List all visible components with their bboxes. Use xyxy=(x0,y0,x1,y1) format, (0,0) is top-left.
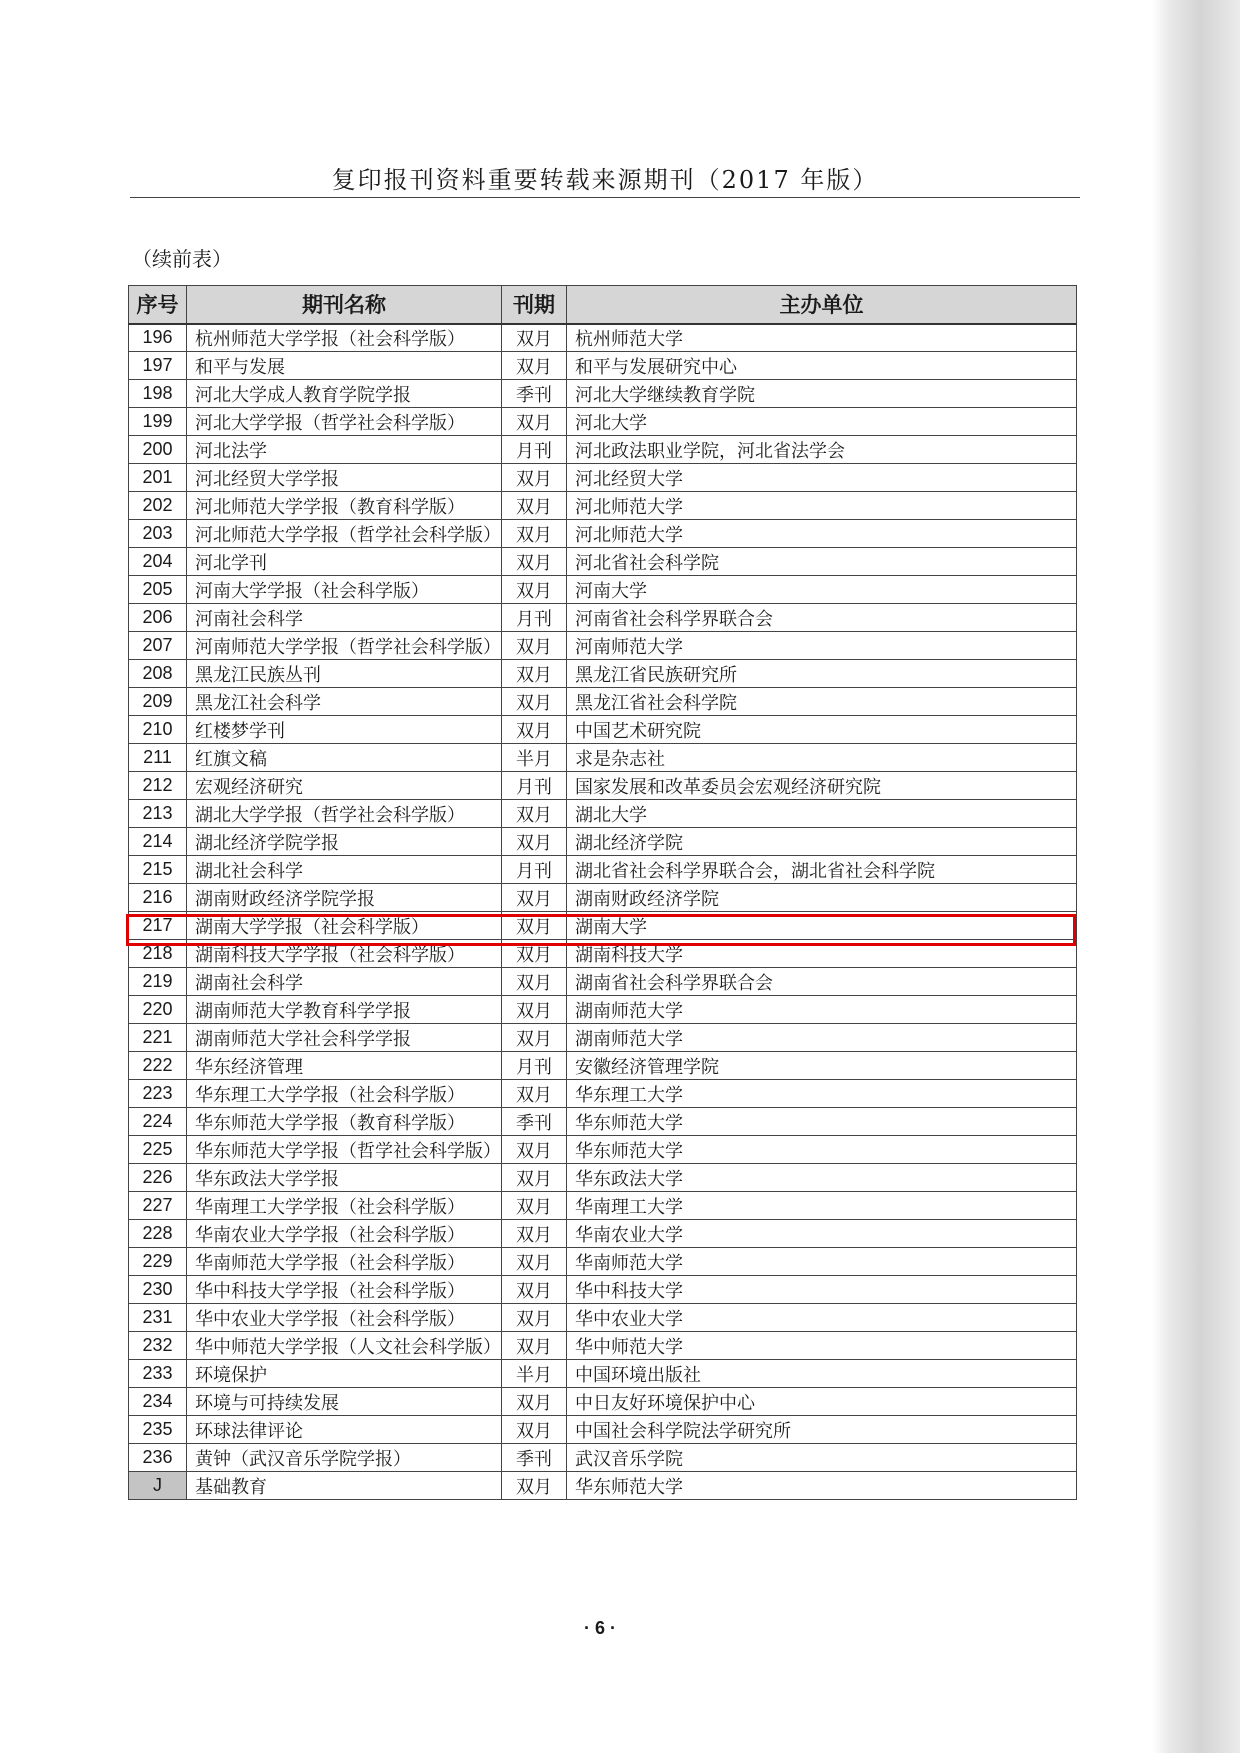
cell-frequency: 双月 xyxy=(502,1416,567,1444)
cell-publisher: 中国环境出版社 xyxy=(567,1360,1077,1388)
cell-publisher: 湖南财政经济学院 xyxy=(567,884,1077,912)
page-number: · 6 · xyxy=(583,1618,616,1638)
table-row xyxy=(129,856,1077,884)
cell-number: 214 xyxy=(129,828,187,856)
cell-frequency: 月刊 xyxy=(502,772,567,800)
cell-publisher: 华中科技大学 xyxy=(567,1276,1077,1304)
cell-number: J xyxy=(129,1472,187,1500)
table-row xyxy=(129,1080,1077,1108)
table-row xyxy=(129,1416,1077,1444)
cell-journal-title: 湖南师范大学教育科学学报 xyxy=(187,996,502,1024)
cell-number: 221 xyxy=(129,1024,187,1052)
cell-journal-title: 湖北大学学报（哲学社会科学版） xyxy=(187,800,502,828)
cell-journal-title: 和平与发展 xyxy=(187,352,502,380)
cell-publisher: 华东政法大学 xyxy=(567,1164,1077,1192)
cell-number: 210 xyxy=(129,716,187,744)
table-row xyxy=(129,1360,1077,1388)
cell-number: 229 xyxy=(129,1248,187,1276)
table-row xyxy=(129,408,1077,436)
table-row xyxy=(129,632,1077,660)
cell-number: 198 xyxy=(129,380,187,408)
page-title: 复印报刊资料重要转载来源期刊（2017 年版） xyxy=(331,166,879,194)
cell-number: 216 xyxy=(129,884,187,912)
cell-journal-title: 环境与可持续发展 xyxy=(187,1388,502,1416)
cell-number: 217 xyxy=(129,912,187,940)
cell-publisher: 湖南省社会科学界联合会 xyxy=(567,968,1077,996)
cell-journal-title: 环境保护 xyxy=(187,1360,502,1388)
table-row xyxy=(129,1388,1077,1416)
cell-frequency: 双月 xyxy=(502,352,567,380)
cell-number: 233 xyxy=(129,1360,187,1388)
cell-journal-title: 红旗文稿 xyxy=(187,744,502,772)
table-row xyxy=(129,1248,1077,1276)
cell-journal-title: 湖南社会科学 xyxy=(187,968,502,996)
cell-frequency: 双月 xyxy=(502,660,567,688)
cell-number: 196 xyxy=(129,324,187,352)
cell-publisher: 华东师范大学 xyxy=(567,1136,1077,1164)
cell-journal-title: 华南师范大学学报（社会科学版） xyxy=(187,1248,502,1276)
cell-number: 207 xyxy=(129,632,187,660)
cell-journal-title: 河北大学学报（哲学社会科学版） xyxy=(187,408,502,436)
cell-journal-title: 河南大学学报（社会科学版） xyxy=(187,576,502,604)
cell-journal-title: 河北学刊 xyxy=(187,548,502,576)
cell-frequency: 月刊 xyxy=(502,604,567,632)
cell-frequency: 半月 xyxy=(502,1360,567,1388)
table-row xyxy=(129,688,1077,716)
table-body xyxy=(129,324,1077,1500)
cell-frequency: 双月 xyxy=(502,1472,567,1500)
cell-journal-title: 湖北社会科学 xyxy=(187,856,502,884)
cell-publisher: 河北省社会科学院 xyxy=(567,548,1077,576)
cell-journal-title: 河北大学成人教育学院学报 xyxy=(187,380,502,408)
cell-frequency: 双月 xyxy=(502,1164,567,1192)
cell-journal-title: 湖南财政经济学院学报 xyxy=(187,884,502,912)
cell-number: 211 xyxy=(129,744,187,772)
cell-publisher: 湖南师范大学 xyxy=(567,996,1077,1024)
table-row xyxy=(129,996,1077,1024)
cell-number: 204 xyxy=(129,548,187,576)
cell-journal-title: 华中农业大学学报（社会科学版） xyxy=(187,1304,502,1332)
table-row xyxy=(129,800,1077,828)
cell-journal-title: 红楼梦学刊 xyxy=(187,716,502,744)
cell-journal-title: 河北法学 xyxy=(187,436,502,464)
cell-publisher: 中日友好环境保护中心 xyxy=(567,1388,1077,1416)
table-row xyxy=(129,772,1077,800)
cell-frequency: 双月 xyxy=(502,716,567,744)
cell-journal-title: 华南农业大学学报（社会科学版） xyxy=(187,1220,502,1248)
cell-publisher: 湖北大学 xyxy=(567,800,1077,828)
cell-frequency: 双月 xyxy=(502,408,567,436)
cell-journal-title: 黑龙江民族丛刊 xyxy=(187,660,502,688)
cell-frequency: 半月 xyxy=(502,744,567,772)
cell-frequency: 双月 xyxy=(502,912,567,940)
column-header-publisher: 主办单位 xyxy=(567,286,1077,324)
cell-number: 223 xyxy=(129,1080,187,1108)
cell-journal-title: 湖南大学学报（社会科学版） xyxy=(187,912,502,940)
cell-frequency: 双月 xyxy=(502,576,567,604)
cell-frequency: 双月 xyxy=(502,884,567,912)
table-row xyxy=(129,604,1077,632)
cell-journal-title: 黑龙江社会科学 xyxy=(187,688,502,716)
cell-publisher: 湖北经济学院 xyxy=(567,828,1077,856)
cell-number: 231 xyxy=(129,1304,187,1332)
cell-publisher: 河北大学 xyxy=(567,408,1077,436)
cell-publisher: 河北师范大学 xyxy=(567,520,1077,548)
cell-publisher: 华南理工大学 xyxy=(567,1192,1077,1220)
cell-publisher: 河南省社会科学界联合会 xyxy=(567,604,1077,632)
table-row xyxy=(129,1164,1077,1192)
table-row xyxy=(129,576,1077,604)
cell-journal-title: 环球法律评论 xyxy=(187,1416,502,1444)
table-row xyxy=(129,1304,1077,1332)
table-row xyxy=(129,968,1077,996)
table-row-highlighted xyxy=(129,884,1077,912)
table-row xyxy=(129,660,1077,688)
page-edge-shadow xyxy=(1152,0,1240,1753)
table-row xyxy=(129,324,1077,352)
cell-number: 205 xyxy=(129,576,187,604)
table-row xyxy=(129,1108,1077,1136)
cell-journal-title: 基础教育 xyxy=(187,1472,502,1500)
cell-journal-title: 华南理工大学学报（社会科学版） xyxy=(187,1192,502,1220)
cell-publisher: 华南师范大学 xyxy=(567,1248,1077,1276)
cell-frequency: 双月 xyxy=(502,1332,567,1360)
cell-number: 212 xyxy=(129,772,187,800)
cell-frequency: 双月 xyxy=(502,632,567,660)
cell-publisher: 河南大学 xyxy=(567,576,1077,604)
cell-journal-title: 华东经济管理 xyxy=(187,1052,502,1080)
cell-number: 234 xyxy=(129,1388,187,1416)
cell-publisher: 华中师范大学 xyxy=(567,1332,1077,1360)
column-header-number: 序号 xyxy=(129,286,187,324)
cell-number: 227 xyxy=(129,1192,187,1220)
cell-journal-title: 河北师范大学学报（哲学社会科学版） xyxy=(187,520,502,548)
cell-frequency: 双月 xyxy=(502,324,567,352)
cell-number: 225 xyxy=(129,1136,187,1164)
cell-number: 236 xyxy=(129,1444,187,1472)
cell-number: 200 xyxy=(129,436,187,464)
cell-number: 232 xyxy=(129,1332,187,1360)
table-row xyxy=(129,1052,1077,1080)
cell-journal-title: 杭州师范大学学报（社会科学版） xyxy=(187,324,502,352)
continued-label: （续前表） xyxy=(132,247,232,271)
cell-frequency: 双月 xyxy=(502,1080,567,1108)
table-row xyxy=(129,1220,1077,1248)
table-header-row xyxy=(129,286,1077,324)
cell-publisher: 杭州师范大学 xyxy=(567,324,1077,352)
cell-publisher: 国家发展和改革委员会宏观经济研究院 xyxy=(567,772,1077,800)
cell-frequency: 月刊 xyxy=(502,856,567,884)
cell-frequency: 双月 xyxy=(502,800,567,828)
cell-frequency: 双月 xyxy=(502,492,567,520)
cell-journal-title: 湖南科技大学学报（社会科学版） xyxy=(187,940,502,968)
cell-number: 202 xyxy=(129,492,187,520)
cell-frequency: 月刊 xyxy=(502,1052,567,1080)
table-row xyxy=(129,1444,1077,1472)
column-header-title: 期刊名称 xyxy=(187,286,502,324)
cell-number: 220 xyxy=(129,996,187,1024)
cell-publisher: 安徽经济管理学院 xyxy=(567,1052,1077,1080)
cell-frequency: 双月 xyxy=(502,968,567,996)
cell-frequency: 季刊 xyxy=(502,1108,567,1136)
cell-number: 218 xyxy=(129,940,187,968)
cell-publisher: 和平与发展研究中心 xyxy=(567,352,1077,380)
cell-number: 235 xyxy=(129,1416,187,1444)
cell-number: 201 xyxy=(129,464,187,492)
cell-journal-title: 华东师范大学学报（哲学社会科学版） xyxy=(187,1136,502,1164)
cell-number: 224 xyxy=(129,1108,187,1136)
cell-publisher: 华南农业大学 xyxy=(567,1220,1077,1248)
cell-journal-title: 湖南师范大学社会科学学报 xyxy=(187,1024,502,1052)
table-row xyxy=(129,1472,1077,1500)
cell-journal-title: 宏观经济研究 xyxy=(187,772,502,800)
cell-journal-title: 黄钟（武汉音乐学院学报） xyxy=(187,1444,502,1472)
cell-publisher: 中国艺术研究院 xyxy=(567,716,1077,744)
table-row xyxy=(129,1332,1077,1360)
cell-journal-title: 华中师范大学学报（人文社会科学版） xyxy=(187,1332,502,1360)
table-row xyxy=(129,744,1077,772)
table-row xyxy=(129,352,1077,380)
cell-frequency: 双月 xyxy=(502,940,567,968)
cell-frequency: 双月 xyxy=(502,1192,567,1220)
cell-journal-title: 华东理工大学学报（社会科学版） xyxy=(187,1080,502,1108)
cell-publisher: 湖南科技大学 xyxy=(567,940,1077,968)
cell-frequency: 季刊 xyxy=(502,380,567,408)
cell-frequency: 双月 xyxy=(502,1220,567,1248)
cell-frequency: 双月 xyxy=(502,1024,567,1052)
cell-publisher: 河北政法职业学院，河北省法学会 xyxy=(567,436,1077,464)
table-row xyxy=(129,1024,1077,1052)
cell-number: 226 xyxy=(129,1164,187,1192)
cell-journal-title: 河北师范大学学报（教育科学版） xyxy=(187,492,502,520)
cell-frequency: 双月 xyxy=(502,1304,567,1332)
cell-publisher: 河南师范大学 xyxy=(567,632,1077,660)
cell-frequency: 双月 xyxy=(502,548,567,576)
cell-number: 230 xyxy=(129,1276,187,1304)
cell-frequency: 双月 xyxy=(502,996,567,1024)
cell-frequency: 双月 xyxy=(502,520,567,548)
cell-publisher: 黑龙江省民族研究所 xyxy=(567,660,1077,688)
cell-journal-title: 华东师范大学学报（教育科学版） xyxy=(187,1108,502,1136)
cell-publisher: 河北师范大学 xyxy=(567,492,1077,520)
cell-frequency: 双月 xyxy=(502,464,567,492)
cell-publisher: 华东理工大学 xyxy=(567,1080,1077,1108)
cell-frequency: 双月 xyxy=(502,1136,567,1164)
cell-journal-title: 河北经贸大学学报 xyxy=(187,464,502,492)
cell-frequency: 月刊 xyxy=(502,436,567,464)
cell-frequency: 双月 xyxy=(502,828,567,856)
cell-journal-title: 河南师范大学学报（哲学社会科学版） xyxy=(187,632,502,660)
table-row xyxy=(129,492,1077,520)
cell-frequency: 季刊 xyxy=(502,1444,567,1472)
cell-frequency: 双月 xyxy=(502,1276,567,1304)
table-row xyxy=(129,1192,1077,1220)
cell-frequency: 双月 xyxy=(502,688,567,716)
cell-publisher: 华东师范大学 xyxy=(567,1108,1077,1136)
cell-publisher: 湖南师范大学 xyxy=(567,1024,1077,1052)
cell-journal-title: 华中科技大学学报（社会科学版） xyxy=(187,1276,502,1304)
cell-journal-title: 湖北经济学院学报 xyxy=(187,828,502,856)
table-row xyxy=(129,716,1077,744)
column-header-frequency: 刊期 xyxy=(502,286,567,324)
cell-number: 209 xyxy=(129,688,187,716)
cell-publisher: 黑龙江省社会科学院 xyxy=(567,688,1077,716)
cell-frequency: 双月 xyxy=(502,1248,567,1276)
cell-journal-title: 河南社会科学 xyxy=(187,604,502,632)
table-row xyxy=(129,464,1077,492)
cell-number: 199 xyxy=(129,408,187,436)
cell-frequency: 双月 xyxy=(502,1388,567,1416)
cell-number: 208 xyxy=(129,660,187,688)
journal-table xyxy=(128,285,1077,1500)
cell-number: 219 xyxy=(129,968,187,996)
table-row xyxy=(129,1276,1077,1304)
table-row xyxy=(129,436,1077,464)
cell-publisher: 河北经贸大学 xyxy=(567,464,1077,492)
cell-publisher: 湖北省社会科学界联合会，湖北省社会科学院 xyxy=(567,856,1077,884)
cell-number: 228 xyxy=(129,1220,187,1248)
cell-publisher: 中国社会科学院法学研究所 xyxy=(567,1416,1077,1444)
cell-number: 222 xyxy=(129,1052,187,1080)
cell-publisher: 武汉音乐学院 xyxy=(567,1444,1077,1472)
cell-publisher: 华东师范大学 xyxy=(567,1472,1077,1500)
highlight-box xyxy=(126,914,1076,946)
cell-journal-title: 华东政法大学学报 xyxy=(187,1164,502,1192)
header-rule xyxy=(130,197,1080,198)
cell-publisher: 河北大学继续教育学院 xyxy=(567,380,1077,408)
cell-number: 203 xyxy=(129,520,187,548)
cell-publisher: 华中农业大学 xyxy=(567,1304,1077,1332)
cell-number: 215 xyxy=(129,856,187,884)
cell-publisher: 求是杂志社 xyxy=(567,744,1077,772)
cell-number: 206 xyxy=(129,604,187,632)
table-row xyxy=(129,520,1077,548)
table-row xyxy=(129,828,1077,856)
cell-publisher: 湖南大学 xyxy=(567,912,1077,940)
table-row xyxy=(129,380,1077,408)
table-row xyxy=(129,1136,1077,1164)
table-row xyxy=(129,548,1077,576)
cell-number: 213 xyxy=(129,800,187,828)
cell-number: 197 xyxy=(129,352,187,380)
